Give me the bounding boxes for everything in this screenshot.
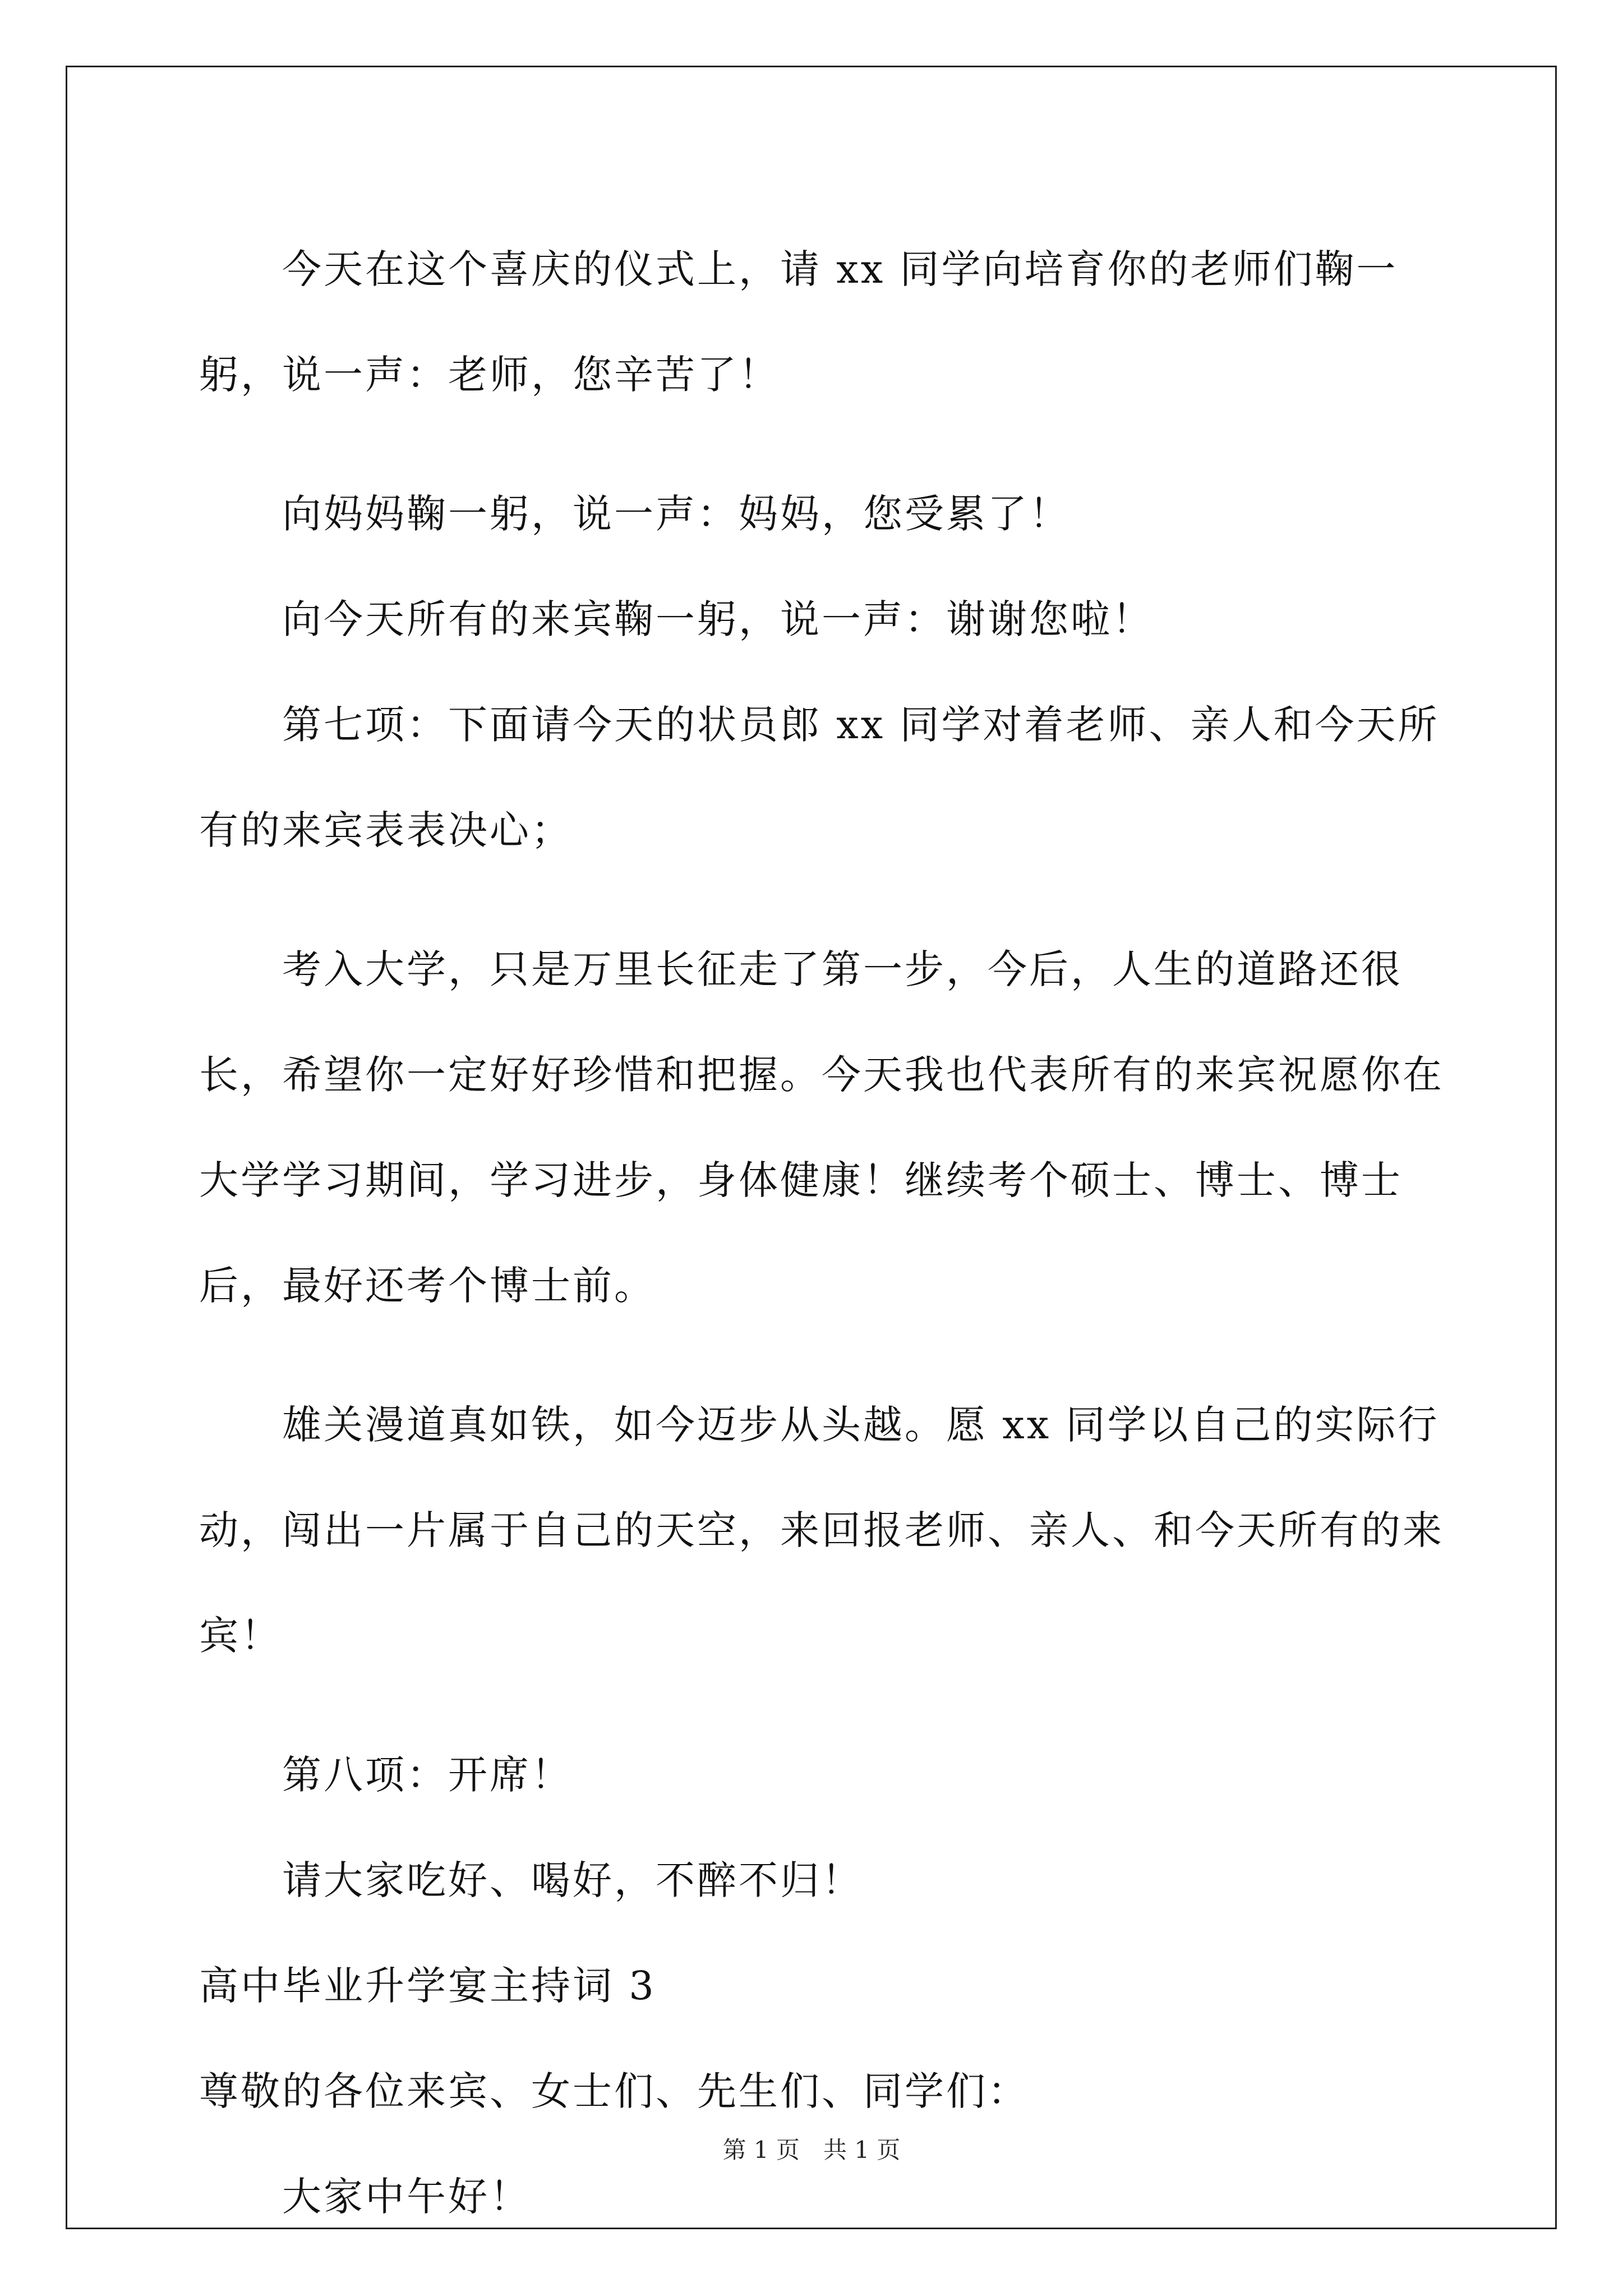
paragraph: 第八项：开席！ xyxy=(282,1752,573,1798)
section-heading: 高中毕业升学宴主持词 3 xyxy=(199,1963,656,2009)
paragraph: 考入大学，只是万里长征走了第一步，今后，人生的道路还很长，希望你一定好好珍惜和把握。今天我也代表所有的来宾祝愿你在大学学习期间，学习进步，身体健康！继续考个硕士、博士、博士后，最好还考个博士前。 xyxy=(199,946,1444,1309)
paragraph: 今天在这个喜庆的仪式上，请 xx 同学向培育你的老师们鞠一躬，说一声：老师，您辛苦了！ xyxy=(199,246,1398,398)
paragraph: 向妈妈鞠一躬，说一声：妈妈，您受累了！ xyxy=(282,491,1071,537)
paragraph: 雄关漫道真如铁，如今迈步从头越。愿 xx 同学以自己的实际行动，闯出一片属于自己的天空，来回报老师、亲人、和今天所有的来宾！ xyxy=(199,1402,1444,1659)
salutation: 尊敬的各位来宾、女士们、先生们、同学们： xyxy=(199,2068,1029,2114)
paragraph: 请大家吃好、喝好，不醉不归！ xyxy=(282,1857,863,1903)
document-body xyxy=(199,217,1444,2249)
page-footer: 第 1 页 共 1 页 xyxy=(722,2136,901,2164)
paragraph: 第七项：下面请今天的状员郎 xx 同学对着老师、亲人和今天所有的来宾表表决心； xyxy=(199,702,1440,853)
paragraph: 向今天所有的来宾鞠一躬，说一声：谢谢您啦！ xyxy=(282,596,1154,642)
greeting: 大家中午好！ xyxy=(282,2174,531,2220)
